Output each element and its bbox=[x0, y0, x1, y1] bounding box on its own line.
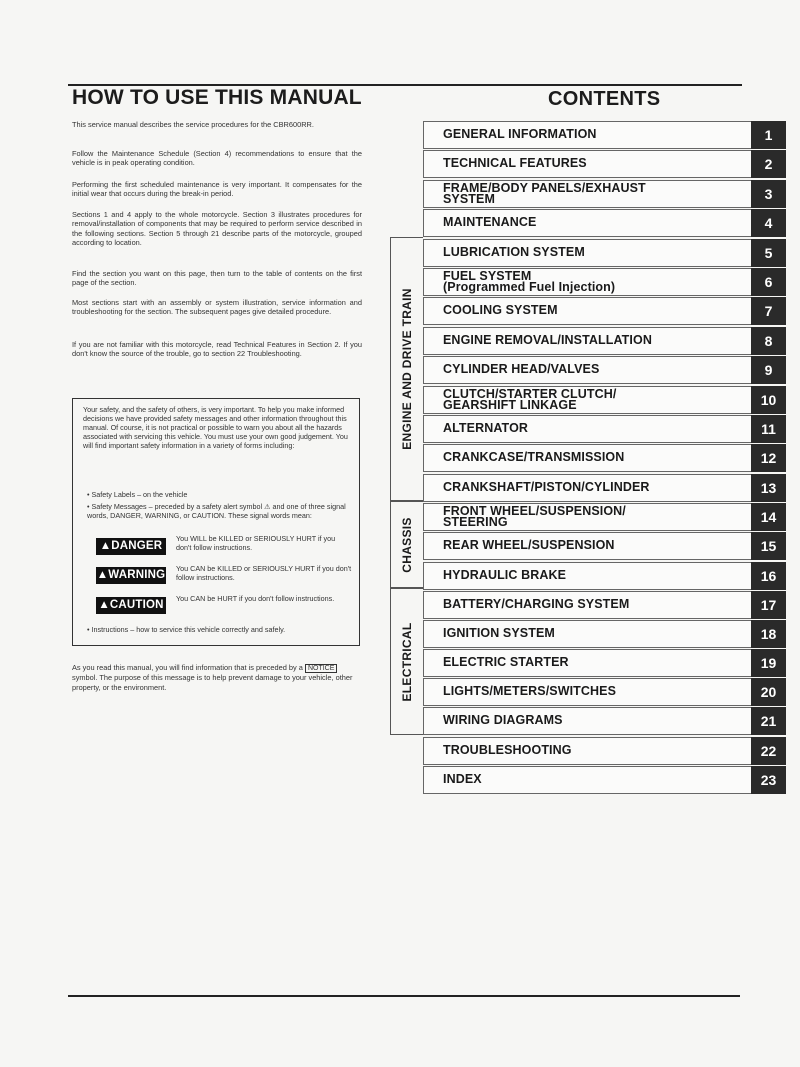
section-number-tab: 5 bbox=[751, 239, 786, 267]
toc-item-ignition-system[interactable] bbox=[423, 620, 786, 648]
section-number-tab: 20 bbox=[751, 678, 786, 706]
section-number-tab: 21 bbox=[751, 707, 786, 735]
section-number-tab: 12 bbox=[751, 444, 786, 472]
contents-title: CONTENTS bbox=[548, 88, 661, 110]
section-number-tab: 10 bbox=[751, 386, 786, 414]
toc-label: TROUBLESHOOTING bbox=[443, 743, 572, 758]
toc-label: ENGINE REMOVAL/INSTALLATION bbox=[443, 333, 652, 348]
section-number-tab: 23 bbox=[751, 766, 786, 794]
section-number-tab: 9 bbox=[751, 356, 786, 384]
toc-label: BATTERY/CHARGING SYSTEM bbox=[443, 597, 630, 612]
notice-post-text: symbol. The purpose of this message is to help prevent damage to your vehicle, other property, or the environment. bbox=[72, 673, 353, 692]
section-number-tab: 22 bbox=[751, 737, 786, 765]
safety-info-box bbox=[72, 398, 360, 646]
group-chassis bbox=[390, 501, 423, 588]
group-label: CHASSIS bbox=[400, 516, 414, 573]
paragraph: Sections 1 and 4 apply to the whole motorcycle. Section 3 illustrates procedures for removal/installation of components that may be required to perform service described in the following sections. Section 5 through 21 describe parts of the motorcycle, grouped according to location. bbox=[72, 210, 362, 247]
danger-signal-text: You WILL be KILLED or SERIOUSLY HURT if you don't follow instructions. bbox=[176, 534, 336, 552]
warning-signal-text: You CAN be KILLED or SERIOUSLY HURT if you don't follow instructions. bbox=[176, 564, 352, 582]
toc-item-technical-features[interactable] bbox=[423, 150, 786, 178]
paragraph: Find the section you want on this page, then turn to the table of contents on the first page of the section. bbox=[72, 269, 362, 288]
safety-intro: Your safety, and the safety of others, is very important. To help you make informed decisions we have provided safety messages and other information throughout this manual. Of course, it is not practical or possible to warn you about all the hazards associated with servicing this vehicle. You must use your own good judgement. You will find important safety information in a variety of forms including: bbox=[83, 405, 348, 450]
section-number-tab: 6 bbox=[751, 268, 786, 296]
toc-label: WIRING DIAGRAMS bbox=[443, 713, 563, 728]
section-number-tab: 16 bbox=[751, 562, 786, 590]
section-number-tab: 19 bbox=[751, 649, 786, 677]
toc-item-clutch[interactable] bbox=[423, 386, 786, 414]
safety-bullet-instructions: • Instructions – how to service this vehicle correctly and safely. bbox=[87, 625, 286, 634]
section-number-tab: 3 bbox=[751, 180, 786, 208]
section-number-tab: 11 bbox=[751, 415, 786, 443]
toc-item-front-wheel[interactable] bbox=[423, 503, 786, 531]
section-number-tab: 8 bbox=[751, 327, 786, 355]
toc-label: ALTERNATOR bbox=[443, 421, 529, 436]
section-number-tab: 17 bbox=[751, 591, 786, 619]
group-engine-drive-train bbox=[390, 237, 423, 501]
toc-item-troubleshooting[interactable] bbox=[423, 737, 786, 765]
toc-item-cylinder-head[interactable] bbox=[423, 356, 786, 384]
caution-signal-label: ▲CAUTION bbox=[96, 597, 166, 614]
notice-pre-text: As you read this manual, you will find information that is preceded by a bbox=[72, 663, 303, 672]
paragraph: Follow the Maintenance Schedule (Section 4) recommendations to ensure that the vehicle is in peak operating condition. bbox=[72, 149, 362, 168]
toc-label: HYDRAULIC BRAKE bbox=[443, 568, 567, 583]
toc-label: TECHNICAL FEATURES bbox=[443, 156, 587, 171]
toc-label: CRANKSHAFT/PISTON/CYLINDER bbox=[443, 480, 650, 495]
toc-item-lubrication-system[interactable] bbox=[423, 239, 786, 267]
toc-label: FUEL SYSTEM (Programmed Fuel Injection) bbox=[443, 268, 616, 294]
caution-signal-text: You CAN be HURT if you don't follow instructions. bbox=[176, 594, 335, 603]
group-label: ELECTRICAL bbox=[400, 622, 414, 701]
bottom-rule bbox=[68, 995, 740, 997]
toc-item-maintenance[interactable] bbox=[423, 209, 786, 237]
how-to-use-title: HOW TO USE THIS MANUAL bbox=[72, 86, 362, 109]
toc-label: COOLING SYSTEM bbox=[443, 303, 558, 318]
toc-item-rear-wheel[interactable] bbox=[423, 532, 786, 560]
group-electrical bbox=[390, 588, 423, 735]
section-number-tab: 7 bbox=[751, 297, 786, 325]
toc-label: CLUTCH/STARTER CLUTCH/ GEARSHIFT LINKAGE bbox=[443, 386, 617, 412]
section-number-tab: 4 bbox=[751, 209, 786, 237]
toc-label: MAINTENANCE bbox=[443, 215, 537, 230]
section-number-tab: 15 bbox=[751, 532, 786, 560]
toc-item-general-information[interactable] bbox=[423, 121, 786, 149]
notice-symbol: NOTICE bbox=[305, 664, 337, 673]
toc-label: IGNITION SYSTEM bbox=[443, 626, 555, 641]
toc-item-cooling-system[interactable] bbox=[423, 297, 786, 325]
toc-item-hydraulic-brake[interactable] bbox=[423, 562, 786, 590]
section-number-tab: 1 bbox=[751, 121, 786, 149]
section-number-tab: 2 bbox=[751, 150, 786, 178]
toc-item-index[interactable] bbox=[423, 766, 786, 794]
toc-item-crankcase[interactable] bbox=[423, 444, 786, 472]
toc-item-battery-charging[interactable] bbox=[423, 591, 786, 619]
section-number-tab: 18 bbox=[751, 620, 786, 648]
toc-label: ELECTRIC STARTER bbox=[443, 655, 569, 670]
toc-item-crankshaft[interactable] bbox=[423, 474, 786, 502]
paragraph: Performing the first scheduled maintenance is very important. It compensates for the initial wear that occurs during the break-in period. bbox=[72, 180, 362, 199]
toc-label: CRANKCASE/TRANSMISSION bbox=[443, 450, 625, 465]
paragraph: Most sections start with an assembly or system illustration, service information and troubleshooting for the section. The subsequent pages give detailed procedure. bbox=[72, 298, 362, 317]
toc-item-lights-meters[interactable] bbox=[423, 678, 786, 706]
toc-item-alternator[interactable] bbox=[423, 415, 786, 443]
toc-item-engine-removal[interactable] bbox=[423, 327, 786, 355]
toc-item-wiring-diagrams[interactable] bbox=[423, 707, 786, 735]
warning-signal-label: ▲WARNING bbox=[96, 567, 166, 584]
section-number-tab: 14 bbox=[751, 503, 786, 531]
paragraph: This service manual describes the service procedures for the CBR600RR. bbox=[72, 120, 314, 129]
section-number-tab: 13 bbox=[751, 474, 786, 502]
paragraph: If you are not familiar with this motorcycle, read Technical Features in Section 2. If you don't know the source of the trouble, go to section 22 Troubleshooting. bbox=[72, 340, 362, 359]
toc-item-fuel-system[interactable] bbox=[423, 268, 786, 296]
toc-item-electric-starter[interactable] bbox=[423, 649, 786, 677]
toc-label: REAR WHEEL/SUSPENSION bbox=[443, 538, 615, 553]
group-label: ENGINE AND DRIVE TRAIN bbox=[400, 288, 414, 450]
toc-label: LIGHTS/METERS/SWITCHES bbox=[443, 684, 617, 699]
toc-label: INDEX bbox=[443, 772, 482, 787]
toc-label: GENERAL INFORMATION bbox=[443, 127, 597, 142]
danger-signal-label: ▲DANGER bbox=[96, 538, 166, 555]
toc-label: CYLINDER HEAD/VALVES bbox=[443, 362, 600, 377]
toc-item-frame-body-panels[interactable] bbox=[423, 180, 786, 208]
toc-label: LUBRICATION SYSTEM bbox=[443, 245, 585, 260]
safety-bullet-labels: • Safety Labels – on the vehicle bbox=[87, 490, 188, 499]
notice-paragraph bbox=[72, 663, 362, 692]
toc-label: FRAME/BODY PANELS/EXHAUST SYSTEM bbox=[443, 180, 646, 206]
safety-bullet-messages: • Safety Messages – preceded by a safety alert symbol ⚠ and one of three signal words, DANGER, WARNING, or CAUTION. These signal words mean: bbox=[87, 502, 346, 520]
toc-label: FRONT WHEEL/SUSPENSION/ STEERING bbox=[443, 503, 626, 529]
